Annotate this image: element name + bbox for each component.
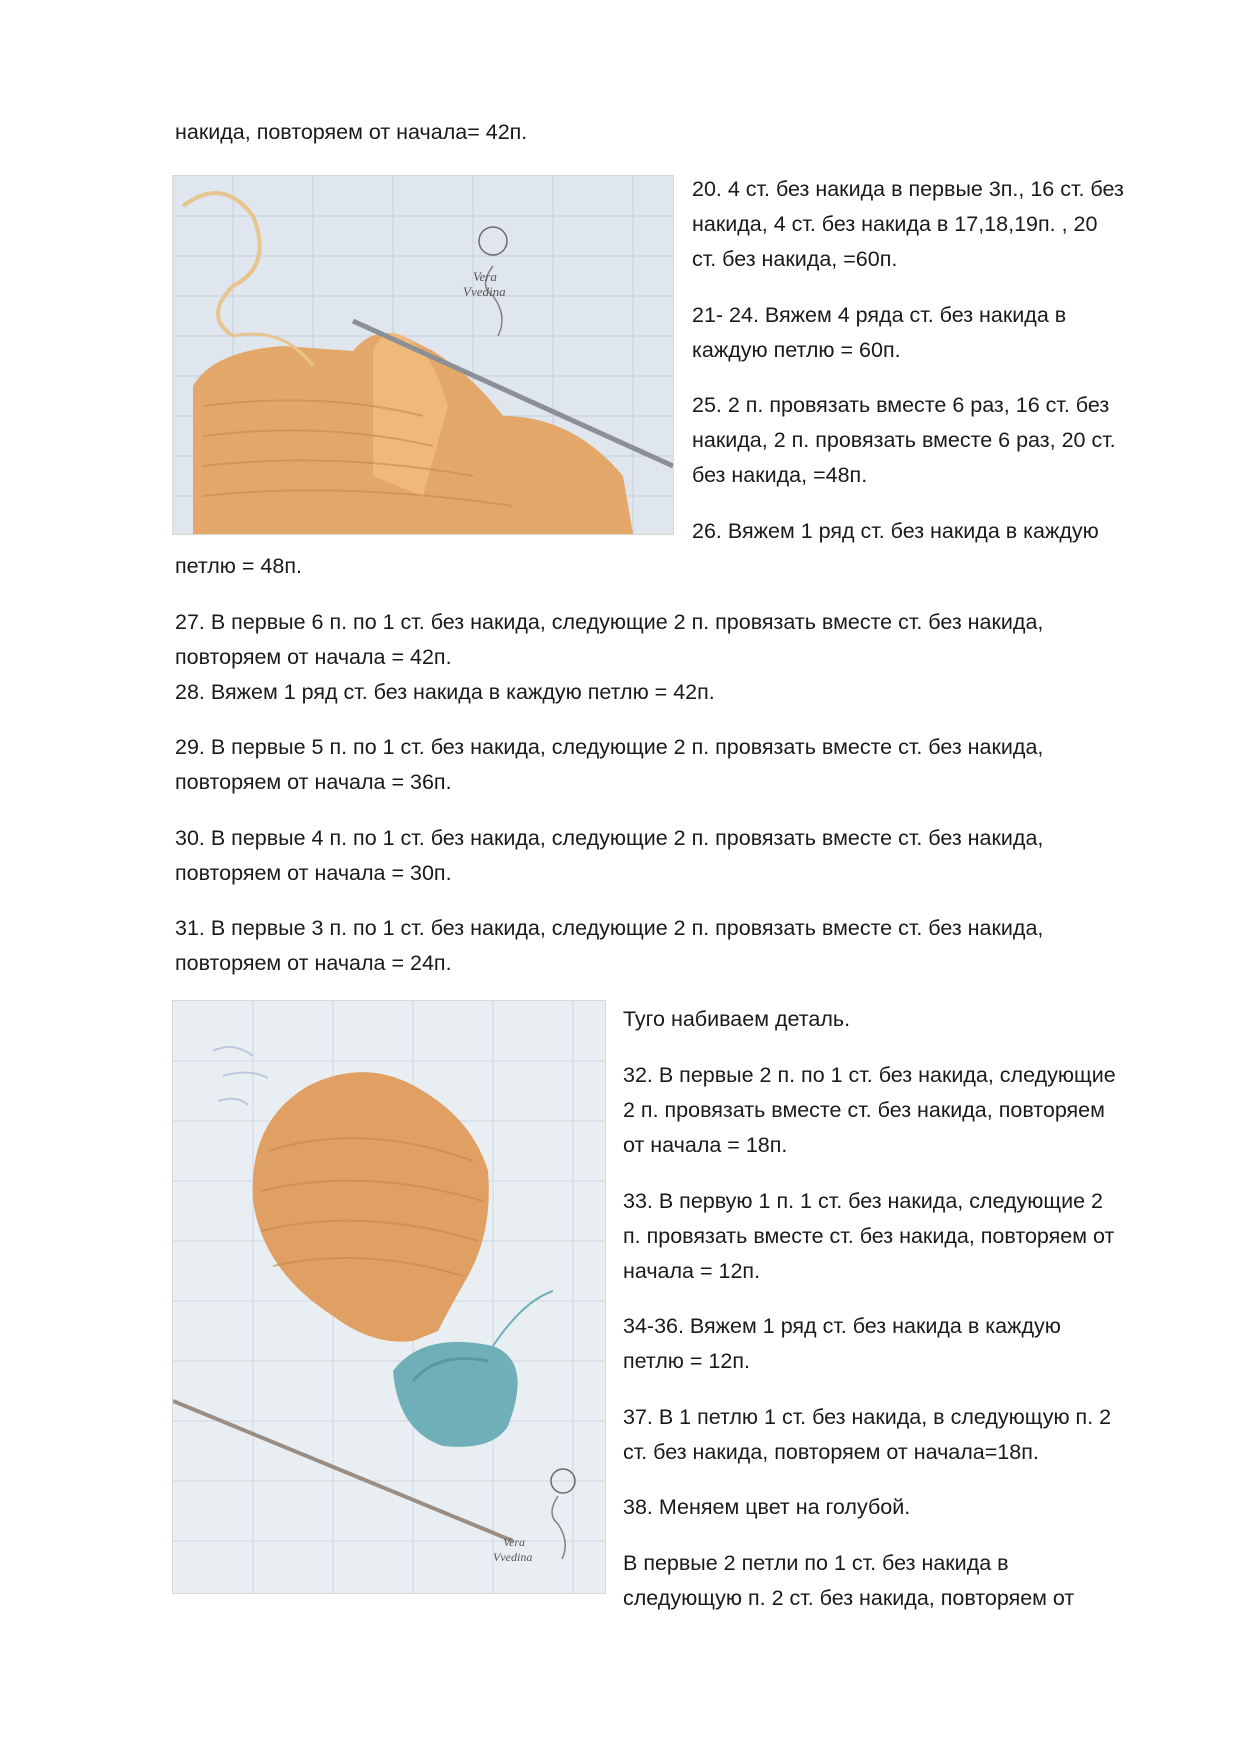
instruction-line: 29. В первые 5 п. по 1 ст. без накида, следующие 2 п. провязать вместе ст. без накида,: [175, 735, 1044, 759]
instruction-line: 26. Вяжем 1 ряд ст. без накида в каждую: [692, 519, 1099, 543]
instruction-line: 38. Меняем цвет на голубой.: [623, 1495, 911, 1519]
instruction-line: накида, 2 п. провязать вместе 6 раз, 20 ст.: [692, 428, 1116, 452]
instruction-line: 37. В 1 петлю 1 ст. без накида, в следующую п. 2: [623, 1405, 1112, 1429]
instruction-line: повторяем от начала = 30п.: [175, 861, 452, 885]
instruction-line: 32. В первые 2 п. по 1 ст. без накида, следующие: [623, 1063, 1116, 1087]
watermark-text: Vvedina: [493, 1550, 533, 1564]
instruction-line: 25. 2 п. провязать вместе 6 раз, 16 ст. без: [692, 393, 1110, 417]
instruction-line: каждую петлю = 60п.: [692, 338, 901, 362]
instruction-line: петлю = 48п.: [175, 554, 302, 578]
instruction-line: следующую п. 2 ст. без накида, повторяем от: [623, 1586, 1075, 1610]
instruction-line: повторяем от начала = 24п.: [175, 951, 452, 975]
instruction-line: повторяем от начала = 36п.: [175, 770, 452, 794]
instruction-line: ст. без накида, =60п.: [692, 247, 898, 271]
crochet-photo-1: [172, 175, 674, 535]
instruction-line: 2 п. провязать вместе ст. без накида, повторяем: [623, 1098, 1105, 1122]
instruction-line: 34-36. Вяжем 1 ряд ст. без накида в каждую: [623, 1314, 1061, 1338]
instruction-line: 21- 24. Вяжем 4 ряда ст. без накида в: [692, 303, 1067, 327]
instruction-line: 33. В первую 1 п. 1 ст. без накида, следующие 2: [623, 1189, 1104, 1213]
instruction-line: начала = 12п.: [623, 1259, 761, 1283]
instruction-line: п. провязать вместе ст. без накида, повторяем от: [623, 1224, 1115, 1248]
instruction-line: 28. Вяжем 1 ряд ст. без накида в каждую петлю = 42п.: [175, 680, 715, 704]
instruction-line: Туго набиваем деталь.: [623, 1007, 851, 1031]
instruction-line: ст. без накида, повторяем от начала=18п.: [623, 1440, 1039, 1464]
instruction-line: 30. В первые 4 п. по 1 ст. без накида, следующие 2 п. провязать вместе ст. без накида,: [175, 826, 1044, 850]
instruction-line: от начала = 18п.: [623, 1133, 788, 1157]
instruction-line: 31. В первые 3 п. по 1 ст. без накида, следующие 2 п. провязать вместе ст. без накида,: [175, 916, 1044, 940]
watermark-text: Vera: [503, 1535, 525, 1549]
text-line: накида, повторяем от начала= 42п.: [175, 120, 528, 144]
instruction-line: 20. 4 ст. без накида в первые 3п., 16 ст. без: [692, 177, 1124, 201]
instruction-line: 27. В первые 6 п. по 1 ст. без накида, следующие 2 п. провязать вместе ст. без накида,: [175, 610, 1044, 634]
instruction-line: повторяем от начала = 42п.: [175, 645, 452, 669]
instruction-line: петлю = 12п.: [623, 1349, 750, 1373]
watermark-text: Vera: [473, 269, 497, 284]
watermark-text: Vvedina: [463, 284, 506, 299]
crochet-photo-2: [172, 1000, 606, 1594]
instruction-line: В первые 2 петли по 1 ст. без накида в: [623, 1551, 1009, 1575]
instruction-line: без накида, =48п.: [692, 463, 868, 487]
instruction-line: накида, 4 ст. без накида в 17,18,19п. , 20: [692, 212, 1098, 236]
